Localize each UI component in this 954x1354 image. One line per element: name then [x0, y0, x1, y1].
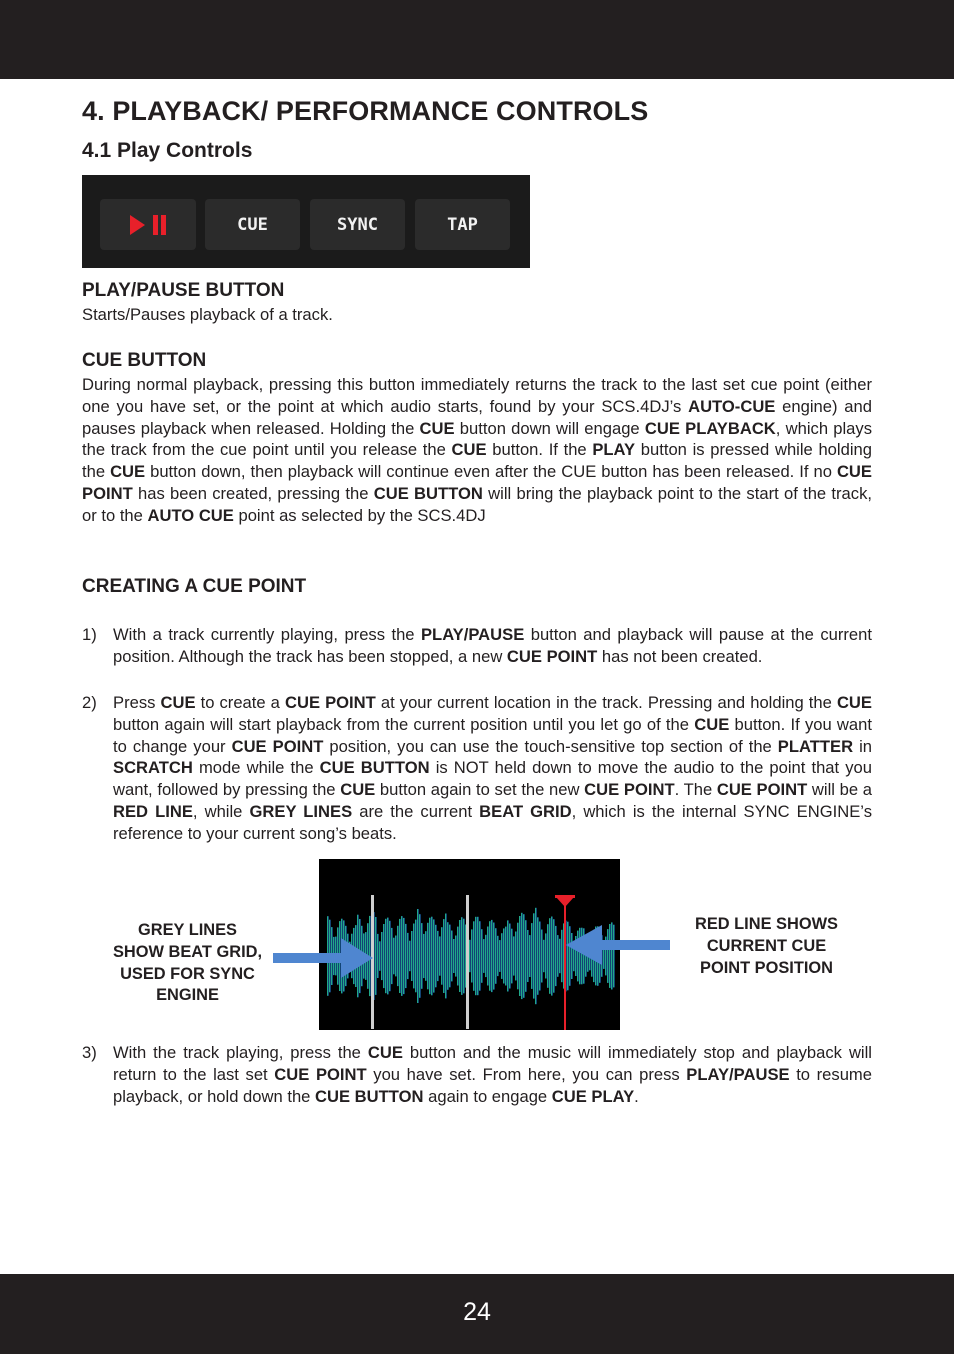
step-3-text: With the track playing, press the CUE button and the music will immediately stop and playback will return to the last set CUE POINT you have set. From here, you can press PLAY/PAUSE to resume playback, or hold down the CUE BUTTON again to engage CUE PLAY.: [113, 1043, 872, 1106]
play-controls-image: [82, 175, 530, 268]
list-number: 2): [82, 693, 97, 712]
cue-button-heading: CUE BUTTON: [82, 350, 207, 371]
red-line-caption: RED LINE SHOWS CURRENT CUE POINT POSITION: [695, 915, 838, 977]
section-subtitle: 4.1 Play Controls: [82, 139, 253, 162]
grey-lines-caption: GREY LINES SHOW BEAT GRID, USED FOR SYNC ENGINE: [112, 921, 263, 1005]
play-pause-description: Starts/Pauses playback of a track.: [82, 305, 333, 324]
list-number: 3): [82, 1043, 97, 1062]
arrow-right-icon: [271, 936, 375, 982]
step-2-text: Press CUE to create a CUE POINT at your current location in the track. Pressing and holding the CUE button again will start playback from the current position until you let go of the CUE button. If you want to change your CUE POINT position, you can use the touch-sensitive top section of the PLATTER in SCRATCH mode while the CUE BUTTON is NOT held down to move the audio to the point that you want, followed by pressing the CUE button again to set the new CUE POINT. The CUE POINT will be a RED LINE, while GREY LINES are the current BEAT GRID, which is the internal SYNC ENGINE’s reference to your current song’s beats.: [113, 693, 873, 843]
page-number: 24: [463, 1298, 491, 1326]
play-pause-icon: [100, 199, 196, 250]
play-pause-heading: PLAY/PAUSE BUTTON: [82, 280, 285, 301]
creating-cue-heading: CREATING A CUE POINT: [82, 576, 307, 597]
arrow-left-icon: [564, 923, 672, 969]
cue-button-image: CUE: [205, 199, 300, 250]
tap-button-image: TAP: [415, 199, 510, 250]
list-number: 1): [82, 625, 97, 644]
page-title: 4. PLAYBACK/ PERFORMANCE CONTROLS: [82, 96, 649, 126]
sync-button-image: SYNC: [310, 199, 405, 250]
header-bar: [0, 0, 954, 79]
cue-button-description: During normal playback, pressing this button immediately returns the track to the last set cue point (either one you have set, or the point at which audio starts, found by your SCS.4DJ’s AUTO-CUE engine) and pauses playback when released. Holding the CUE button down will engage CUE PLAYBACK, which plays the track from the cue point until you release the CUE button. If the PLAY button is pressed while holding the CUE button down, then playback will continue even after the CUE button has been released. If no CUE POINT has been created, pressing the CUE BUTTON will bring the playback point to the start of the track, or to the AUTO CUE point as selected by the SCS.4DJ: [82, 375, 872, 525]
step-1-text: With a track currently playing, press the PLAY/PAUSE button and playback will pause at the current position. Although the track has been stopped, a new CUE POINT has not been created.: [113, 625, 872, 666]
